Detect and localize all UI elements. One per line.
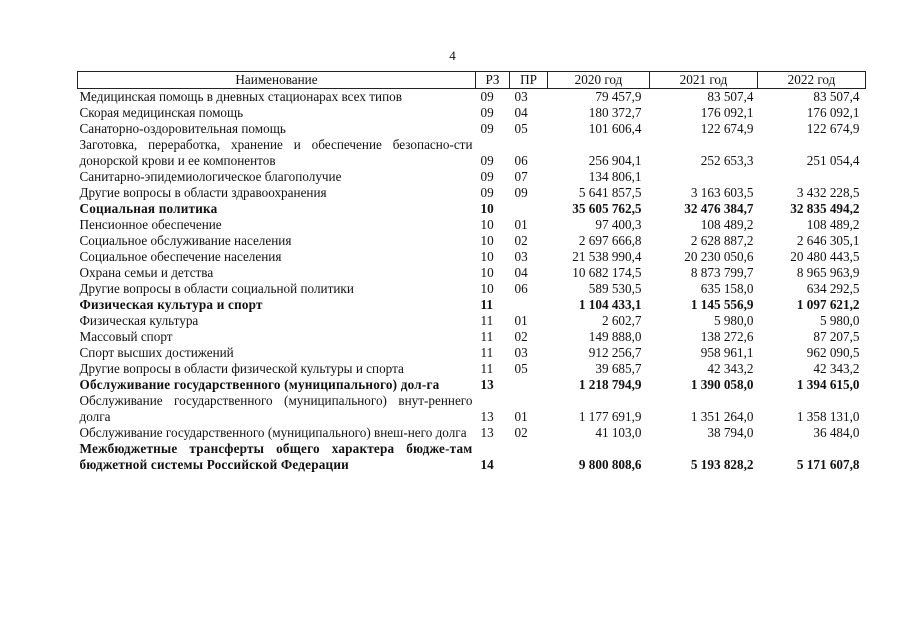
cell-2020: 912 256,7 (588, 345, 642, 360)
cell-name: Социальная политика (79, 201, 218, 216)
cell-rz: 09 (480, 185, 494, 200)
cell-pr: 02 (514, 329, 528, 344)
cell-rz: 09 (480, 121, 494, 136)
cell-2021: 252 653,3 (700, 153, 754, 168)
cell-2021: 176 092,1 (700, 105, 754, 120)
table-row (78, 185, 866, 201)
table-row (78, 329, 866, 345)
cell-2020: 79 457,9 (595, 89, 642, 104)
table-header-row (78, 72, 866, 89)
cell-2022: 5 980,0 (819, 313, 860, 328)
cell-pr (510, 297, 548, 313)
cell-rz: 09 (480, 169, 494, 184)
cell-2021: 5 980,0 (713, 313, 754, 328)
cell-2020: 134 806,1 (588, 169, 642, 184)
cell-2022: 1 358 131,0 (796, 409, 860, 424)
header-name: Наименование (78, 72, 476, 89)
cell-2020: 2 602,7 (601, 313, 642, 328)
cell-name: Скорая медицинская помощь (79, 105, 244, 120)
cell-rz: 13 (480, 409, 494, 424)
cell-2022: 3 432 228,5 (796, 185, 860, 200)
cell-2020: 256 904,1 (588, 153, 642, 168)
cell-name: Охрана семьи и детства (79, 265, 214, 280)
cell-pr: 05 (514, 361, 528, 376)
cell-2022: 36 484,0 (813, 425, 860, 440)
cell-name: Обслуживание государственного (муниципального) внеш-него долга (79, 425, 467, 440)
cell-2020: 149 888,0 (588, 329, 642, 344)
table-row (78, 425, 866, 441)
cell-2021: 8 873 799,7 (690, 265, 754, 280)
cell-2022: 87 207,5 (813, 329, 860, 344)
cell-name: Массовый спорт (79, 329, 173, 344)
cell-rz: 10 (480, 249, 494, 264)
cell-pr: 01 (514, 313, 528, 328)
table-row (78, 361, 866, 377)
table-row (78, 89, 866, 106)
cell-rz: 10 (480, 265, 494, 280)
cell-2021: 1 351 264,0 (690, 409, 754, 424)
cell-rz: 10 (480, 233, 494, 248)
cell-name: Физическая культура (79, 313, 199, 328)
cell-2022: 122 674,9 (806, 121, 860, 136)
cell-2022: 8 965 963,9 (796, 265, 860, 280)
cell-2021: 108 489,2 (700, 217, 754, 232)
cell-2021: 1 390 058,0 (690, 377, 754, 392)
cell-2021: 1 145 556,9 (690, 297, 754, 312)
cell-name: Межбюджетные трансферты общего характера бюдже-там бюджетной системы Российской Федерации (79, 441, 473, 472)
cell-pr: 01 (514, 217, 528, 232)
cell-name: Социальное обеспечение населения (79, 249, 282, 264)
cell-2022: 20 480 443,5 (790, 249, 860, 264)
cell-2020: 10 682 174,5 (572, 265, 642, 280)
cell-rz: 11 (480, 329, 494, 344)
cell-pr: 04 (514, 265, 528, 280)
cell-rz: 13 (480, 377, 494, 392)
cell-2020: 21 538 990,4 (572, 249, 642, 264)
cell-rz: 10 (480, 281, 494, 296)
cell-pr: 03 (514, 345, 528, 360)
cell-name: Медицинская помощь в дневных стационарах всех типов (79, 89, 402, 104)
cell-rz: 10 (480, 217, 494, 232)
cell-name: Санаторно-оздоровительная помощь (79, 121, 286, 136)
cell-2020: 9 800 808,6 (578, 457, 642, 472)
header-rz: РЗ (476, 72, 510, 89)
cell-pr: 04 (514, 105, 528, 120)
cell-rz: 09 (480, 105, 494, 120)
cell-2022: 83 507,4 (813, 89, 860, 104)
cell-2022: 32 835 494,2 (790, 201, 860, 216)
cell-name: Другие вопросы в области здравоохранения (79, 185, 327, 200)
cell-rz: 11 (480, 297, 493, 312)
cell-name: Спорт высших достижений (79, 345, 234, 360)
cell-2021: 122 674,9 (700, 121, 754, 136)
table-row (78, 137, 866, 169)
cell-2020: 180 372,7 (588, 105, 642, 120)
cell-name: Другие вопросы в области социальной политики (79, 281, 354, 296)
cell-name: Пенсионное обеспечение (79, 217, 222, 232)
table-row (78, 297, 866, 313)
cell-name: Заготовка, переработка, хранение и обеспечение безопасно-сти донорской крови и ее компонентов (79, 137, 473, 168)
cell-pr: 02 (514, 233, 528, 248)
cell-name: Обслуживание государственного (муниципального) дол-га (79, 377, 440, 392)
cell-2020: 589 530,5 (588, 281, 642, 296)
table-row (78, 169, 866, 185)
table-row (78, 105, 866, 121)
cell-pr: 02 (514, 425, 528, 440)
table-row (78, 121, 866, 137)
cell-2021: 38 794,0 (707, 425, 754, 440)
cell-pr: 09 (514, 185, 528, 200)
table-row (78, 217, 866, 233)
cell-2020: 97 400,3 (595, 217, 642, 232)
cell-2021: 958 961,1 (700, 345, 754, 360)
cell-2022 (758, 169, 866, 185)
cell-2022: 1 097 621,2 (796, 297, 860, 312)
cell-2022: 5 171 607,8 (796, 457, 860, 472)
cell-name: Другие вопросы в области физической культуры и спорта (79, 361, 404, 376)
table-row (78, 265, 866, 281)
cell-pr (510, 201, 548, 217)
header-pr: ПР (510, 72, 548, 89)
cell-2022: 176 092,1 (806, 105, 860, 120)
cell-rz: 11 (480, 361, 494, 376)
cell-2021: 5 193 828,2 (690, 457, 754, 472)
cell-2021: 2 628 887,2 (690, 233, 754, 248)
table-row (78, 345, 866, 361)
cell-pr: 06 (514, 281, 528, 296)
cell-pr: 03 (514, 249, 528, 264)
cell-2022: 2 646 305,1 (796, 233, 860, 248)
cell-2022: 962 090,5 (806, 345, 860, 360)
cell-2020: 1 218 794,9 (578, 377, 642, 392)
cell-pr: 05 (514, 121, 528, 136)
cell-2021: 83 507,4 (707, 89, 754, 104)
table-row (78, 393, 866, 425)
cell-rz: 09 (480, 153, 494, 168)
table-row (78, 313, 866, 329)
cell-name: Обслуживание государственного (муниципального) внут-реннего долга (79, 393, 473, 424)
table-row (78, 441, 866, 473)
cell-2021: 635 158,0 (700, 281, 754, 296)
cell-pr: 06 (514, 153, 528, 168)
cell-pr (510, 441, 548, 473)
table-row (78, 233, 866, 249)
header-2022: 2022 год (758, 72, 866, 89)
header-2020: 2020 год (548, 72, 650, 89)
cell-rz: 09 (480, 89, 494, 104)
table-row (78, 281, 866, 297)
cell-rz: 13 (480, 425, 494, 440)
cell-2021 (650, 169, 758, 185)
cell-pr: 07 (514, 169, 528, 184)
cell-2022: 634 292,5 (806, 281, 860, 296)
cell-pr: 01 (514, 409, 528, 424)
cell-2020: 1 177 691,9 (578, 409, 642, 424)
header-2021: 2021 год (650, 72, 758, 89)
cell-2022: 108 489,2 (806, 217, 860, 232)
cell-2021: 42 343,2 (707, 361, 754, 376)
cell-2020: 101 606,4 (588, 121, 642, 136)
cell-rz: 11 (480, 313, 494, 328)
cell-2020: 41 103,0 (595, 425, 642, 440)
cell-pr (510, 377, 548, 393)
cell-2020: 1 104 433,1 (578, 297, 642, 312)
cell-2020: 35 605 762,5 (572, 201, 642, 216)
table-row (78, 377, 866, 393)
cell-pr: 03 (514, 89, 528, 104)
cell-2020: 5 641 857,5 (578, 185, 642, 200)
cell-rz: 11 (480, 345, 494, 360)
cell-2021: 20 230 050,6 (684, 249, 754, 264)
table-row (78, 201, 866, 217)
cell-2021: 32 476 384,7 (684, 201, 754, 216)
cell-name: Санитарно-эпидемиологическое благополучие (79, 169, 342, 184)
cell-rz: 14 (480, 457, 494, 472)
cell-2021: 3 163 603,5 (690, 185, 754, 200)
cell-name: Социальное обслуживание населения (79, 233, 292, 248)
cell-2022: 251 054,4 (806, 153, 860, 168)
cell-2022: 42 343,2 (813, 361, 860, 376)
cell-2022: 1 394 615,0 (796, 377, 860, 392)
table-row (78, 249, 866, 265)
table-body (78, 89, 866, 474)
cell-name: Физическая культура и спорт (79, 297, 263, 312)
page-number: 4 (449, 48, 456, 63)
cell-2020: 39 685,7 (595, 361, 642, 376)
cell-2021: 138 272,6 (700, 329, 754, 344)
cell-rz: 10 (480, 201, 494, 216)
budget-table (77, 71, 866, 473)
cell-2020: 2 697 666,8 (578, 233, 642, 248)
